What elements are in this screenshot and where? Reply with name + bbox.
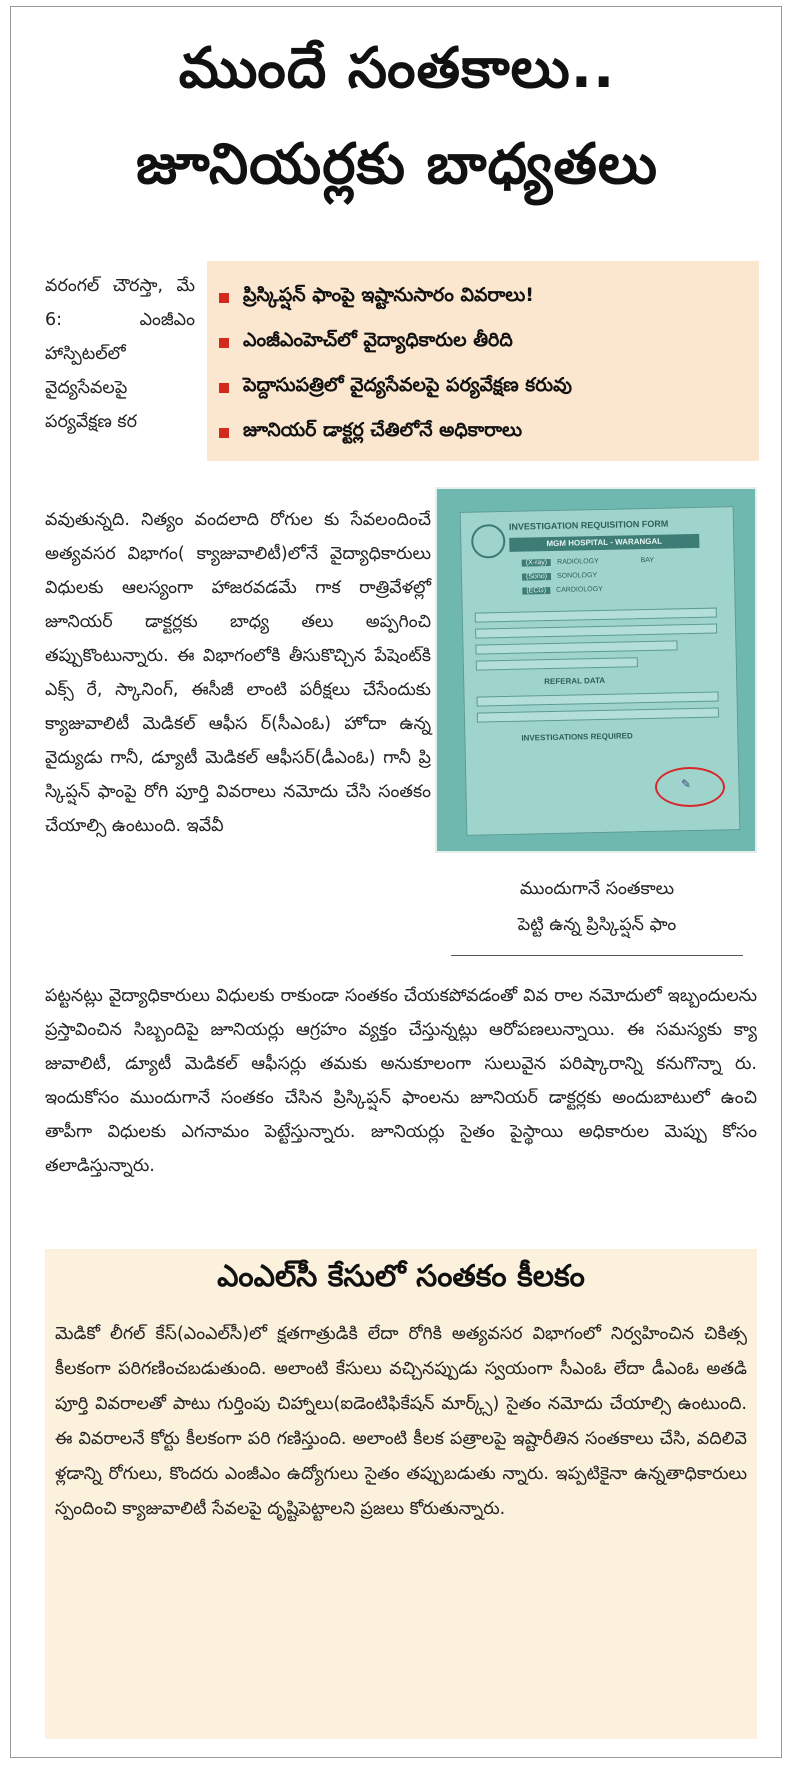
article-paragraph-left: వవుతున్నది. నిత్యం వందలాది రోగుల కు సేవలందించే అత్యవసర విభాగం( క్యాజువాలిటీ)లోనే వైద్యాధికారులు విధులకు ఆలస్యంగా హాజరవడమే గాక రాత్రివేళల్లో జూనియర్ డాక్టర్లకు బాధ్య తలు అప్పగించి తప్పుకొంటున్నారు. ఈ విభాగంలోకి తీసుకొచ్చిన పేషెంట్‌కి ఎక్స్ రే, స్కానింగ్, ఈసీజీ లాంటి పరీక్షలు చేసేందుకు క్యాజువాలిటీ మెడికల్ ఆఫీస ర్(సీఎంఓ) హోదా ఉన్న వైద్యుడు గానీ, డ్యూటీ మెడికల్ ఆఫీసర్(డీఎంఓ) గానీ ప్రి స్కిప్షన్ ఫాంపై రోగి పూర్తి వివరాలు నమోదు చేసి సంతకం చేయాల్సి ఉంటుంది. ఇవేవీ [45,510,431,836]
bullet-square-icon [219,428,229,438]
caption-divider [451,955,743,956]
bay-label: BAY [640,556,655,565]
highlight-text: జూనియర్ డాక్టర్ల చేతిలోనే అధికారాలు [243,419,523,441]
form-field-line [477,692,719,707]
photo-caption-line-1: ముందుగానే సంతకాలు [519,879,675,899]
highlight-item [219,365,745,410]
dept-label: SONOLOGY [556,572,598,580]
headline-line-1: ముందే సంతకాలు.. [178,36,616,101]
hospital-logo-icon [471,524,506,559]
form-hospital-name: MGM HOSPITAL - WARANGAL [509,534,699,552]
prescription-form-photo [435,487,757,853]
bullet-square-icon [219,338,229,348]
dept-label: CARDIOLOGY [556,585,603,594]
news-clipping [10,6,782,1758]
form-title: INVESTIGATION REQUISITION FORM [508,518,669,532]
dept-label: RADIOLOGY [557,558,599,566]
highlight-item [219,320,745,365]
form-dept-row [522,586,603,595]
sidebar-box-title: ఎంఎల్‌సీ కేసులో సంతకం కీలకం [217,1259,585,1294]
article-paragraph-full: పట్టనట్లు వైద్యాధికారులు విధులకు రాకుండా సంతకం చేయకపోవడంతో వివ రాల నమోదులో ఇబ్బందులను ప్రస్తావించిన సిబ్బందిపై జూనియర్లు ఆగ్రహం వ్యక్తం చేస్తున్నట్లు ఆరోపణలున్నాయి. ఈ సమస్యకు క్యా జువాలిటీ, డ్యూటీ మెడికల్ ఆఫీసర్లు తమకు అనుకూలంగా సులువైన పరిష్కారాన్ని కనుగొన్నా రు. ఇందుకోసం ముందుగానే సంతకం చేసిన ప్రిస్కిప్షన్ ఫాంలను జూనియర్ డాక్టర్లకు అందుబాటులో ఉంచి తాపీగా విధులకు ఎగనామం పెట్టేస్తున్నారు. జూనియర్లు సైతం పైస్థాయి అధికారుల మెప్పు కోసం తలాడిస్తున్నారు. [45,986,757,1176]
photo-caption-line-2: పెట్టి ఉన్న ప్రిస్కిప్షన్ ఫాం [517,915,677,935]
referral-heading: REFERAL DATA [544,675,606,687]
highlight-item [219,410,745,455]
dept-chip: (Sono) [522,573,551,581]
sidebar-box-text: మెడికో లీగల్ కేస్(ఎంఎల్‌సీ)లో క్షతగాత్రుడికి లేదా రోగికి అత్యవసర విభాగంలో నిర్వహించిన చికిత్స కీలకంగా పరిగణించబడుతుంది. అలాంటి కేసులు వచ్చినప్పుడు స్వయంగా సీఎంఓ లేదా డీఎంఓ అతడి పూర్తి వివరాలతో పాటు గుర్తింపు చిహ్నాలు(ఐడెంటిఫికేషన్ మార్క్స్) సైతం నమోదు చేయాల్సి ఉంటుంది. ఈ వివరాలనే కోర్టు కీలకంగా పరి గణిస్తుంది. అలాంటి కీలక పత్రాలపై ఇష్టారీతిన సంతకాలు చేసి, వదిలివె ళ్లడాన్ని రోగులు, కొందరు ఎంజీఎం ఉద్యోగులు సైతం తప్పుబడుతు న్నారు. ఇప్పటికైనా ఉన్నతాధికారులు స్పందించి క్యాజువాలిటీ సేవలపై దృష్టిపెట్టాలని ప్రజలు కోరుతున్నారు. [55,1324,747,1519]
highlight-text: పెద్దాసుపత్రిలో వైద్యసేవలపై పర్యవేక్షణ కరువు [243,374,572,396]
form-field-line [475,608,717,623]
bullet-square-icon [219,383,229,393]
form-field-line [475,624,717,639]
investigations-heading: INVESTIGATIONS REQUIRED [521,731,633,743]
dept-chip: (X-ray) [522,559,552,567]
bullet-square-icon [219,293,229,303]
form-field-line [476,657,638,670]
form-dept-row [522,572,597,581]
headline-line-2: జూనియర్లకు బాధ్యతలు [136,132,658,197]
sidebar-box [45,1249,757,1739]
form-field-line [475,640,677,654]
highlight-text: ఎంజీఎంహెచ్‌లో వైద్యాధికారుల తీరిది [243,329,513,351]
form-dept-row [522,557,654,567]
highlights-box [207,261,759,461]
article-intro: వరంగల్ చౌరస్తా, మే 6: ఎంజీఎం హాస్పిటల్‌లో వైద్యసేవలపై పర్యవేక్షణ కర [45,276,195,432]
form-field-line [477,708,719,723]
dept-chip: (ECG) [522,587,550,595]
highlight-item [219,275,745,320]
highlight-text: ప్రిస్కిప్షన్ ఫాంపై ఇష్టానుసారం వివరాలు! [243,284,534,306]
signature-scribble-icon: ✎ [681,777,692,791]
